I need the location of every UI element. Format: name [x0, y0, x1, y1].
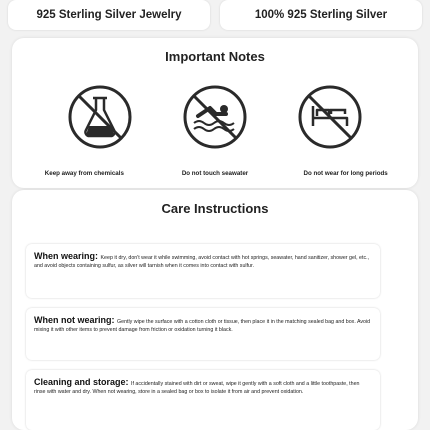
note-caption-chemicals: Keep away from chemicals [44, 170, 124, 177]
jewelry-type-label: 925 Sterling Silver Jewelry [8, 0, 210, 30]
care-card-body [34, 250, 372, 271]
care-card-wearing [26, 244, 380, 298]
notes-icon-row [12, 82, 418, 152]
material-label: 100% 925 Sterling Silver [220, 0, 422, 30]
care-card-heading: When not wearing: [34, 315, 117, 325]
note-caption-long-wear: Do not wear for long periods [303, 170, 388, 177]
care-card-text: Gently wipe the surface with a cotton cloth or tissue, then place it in the matching sealed bag and box. Avoid mixing it with other items to prevent damage from friction or oxidation turning it black. [34, 319, 371, 334]
note-caption-seawater: Do not touch seawater [181, 170, 249, 177]
flask-chemicals-prohibited-icon [65, 82, 135, 152]
notes-captions [12, 170, 418, 177]
care-card-cleaning [26, 370, 380, 430]
care-instructions-title: Care Instructions [161, 201, 269, 216]
care-card-heading: Cleaning and storage: [34, 377, 132, 387]
care-card-body [34, 314, 372, 335]
important-notes-panel [12, 38, 418, 188]
care-card-body [34, 376, 372, 397]
care-card-not-wearing [26, 308, 380, 360]
care-card-text: If accidentally stained with dirt or sweat, wipe it gently with a soft cloth and a little toothpaste, then rinse with water and dry. When not wearing, store in a sealed bag or box to isolate it from air and prevent oxidation. [34, 381, 360, 396]
swimmer-seawater-prohibited-icon [180, 82, 250, 152]
bed-sleep-prohibited-icon [295, 82, 365, 152]
important-notes-title: Important Notes [165, 49, 265, 64]
top-header-row [0, 0, 430, 32]
care-card-heading: When wearing: [34, 251, 101, 261]
care-card-text: Keep it dry, don't wear it while swimming, avoid contact with hot springs, seawater, hand sanitizer, shower gel, etc., and avoid objects containing sulfur, as silver will tarnish when it comes into contact with sulfur. [34, 255, 370, 270]
